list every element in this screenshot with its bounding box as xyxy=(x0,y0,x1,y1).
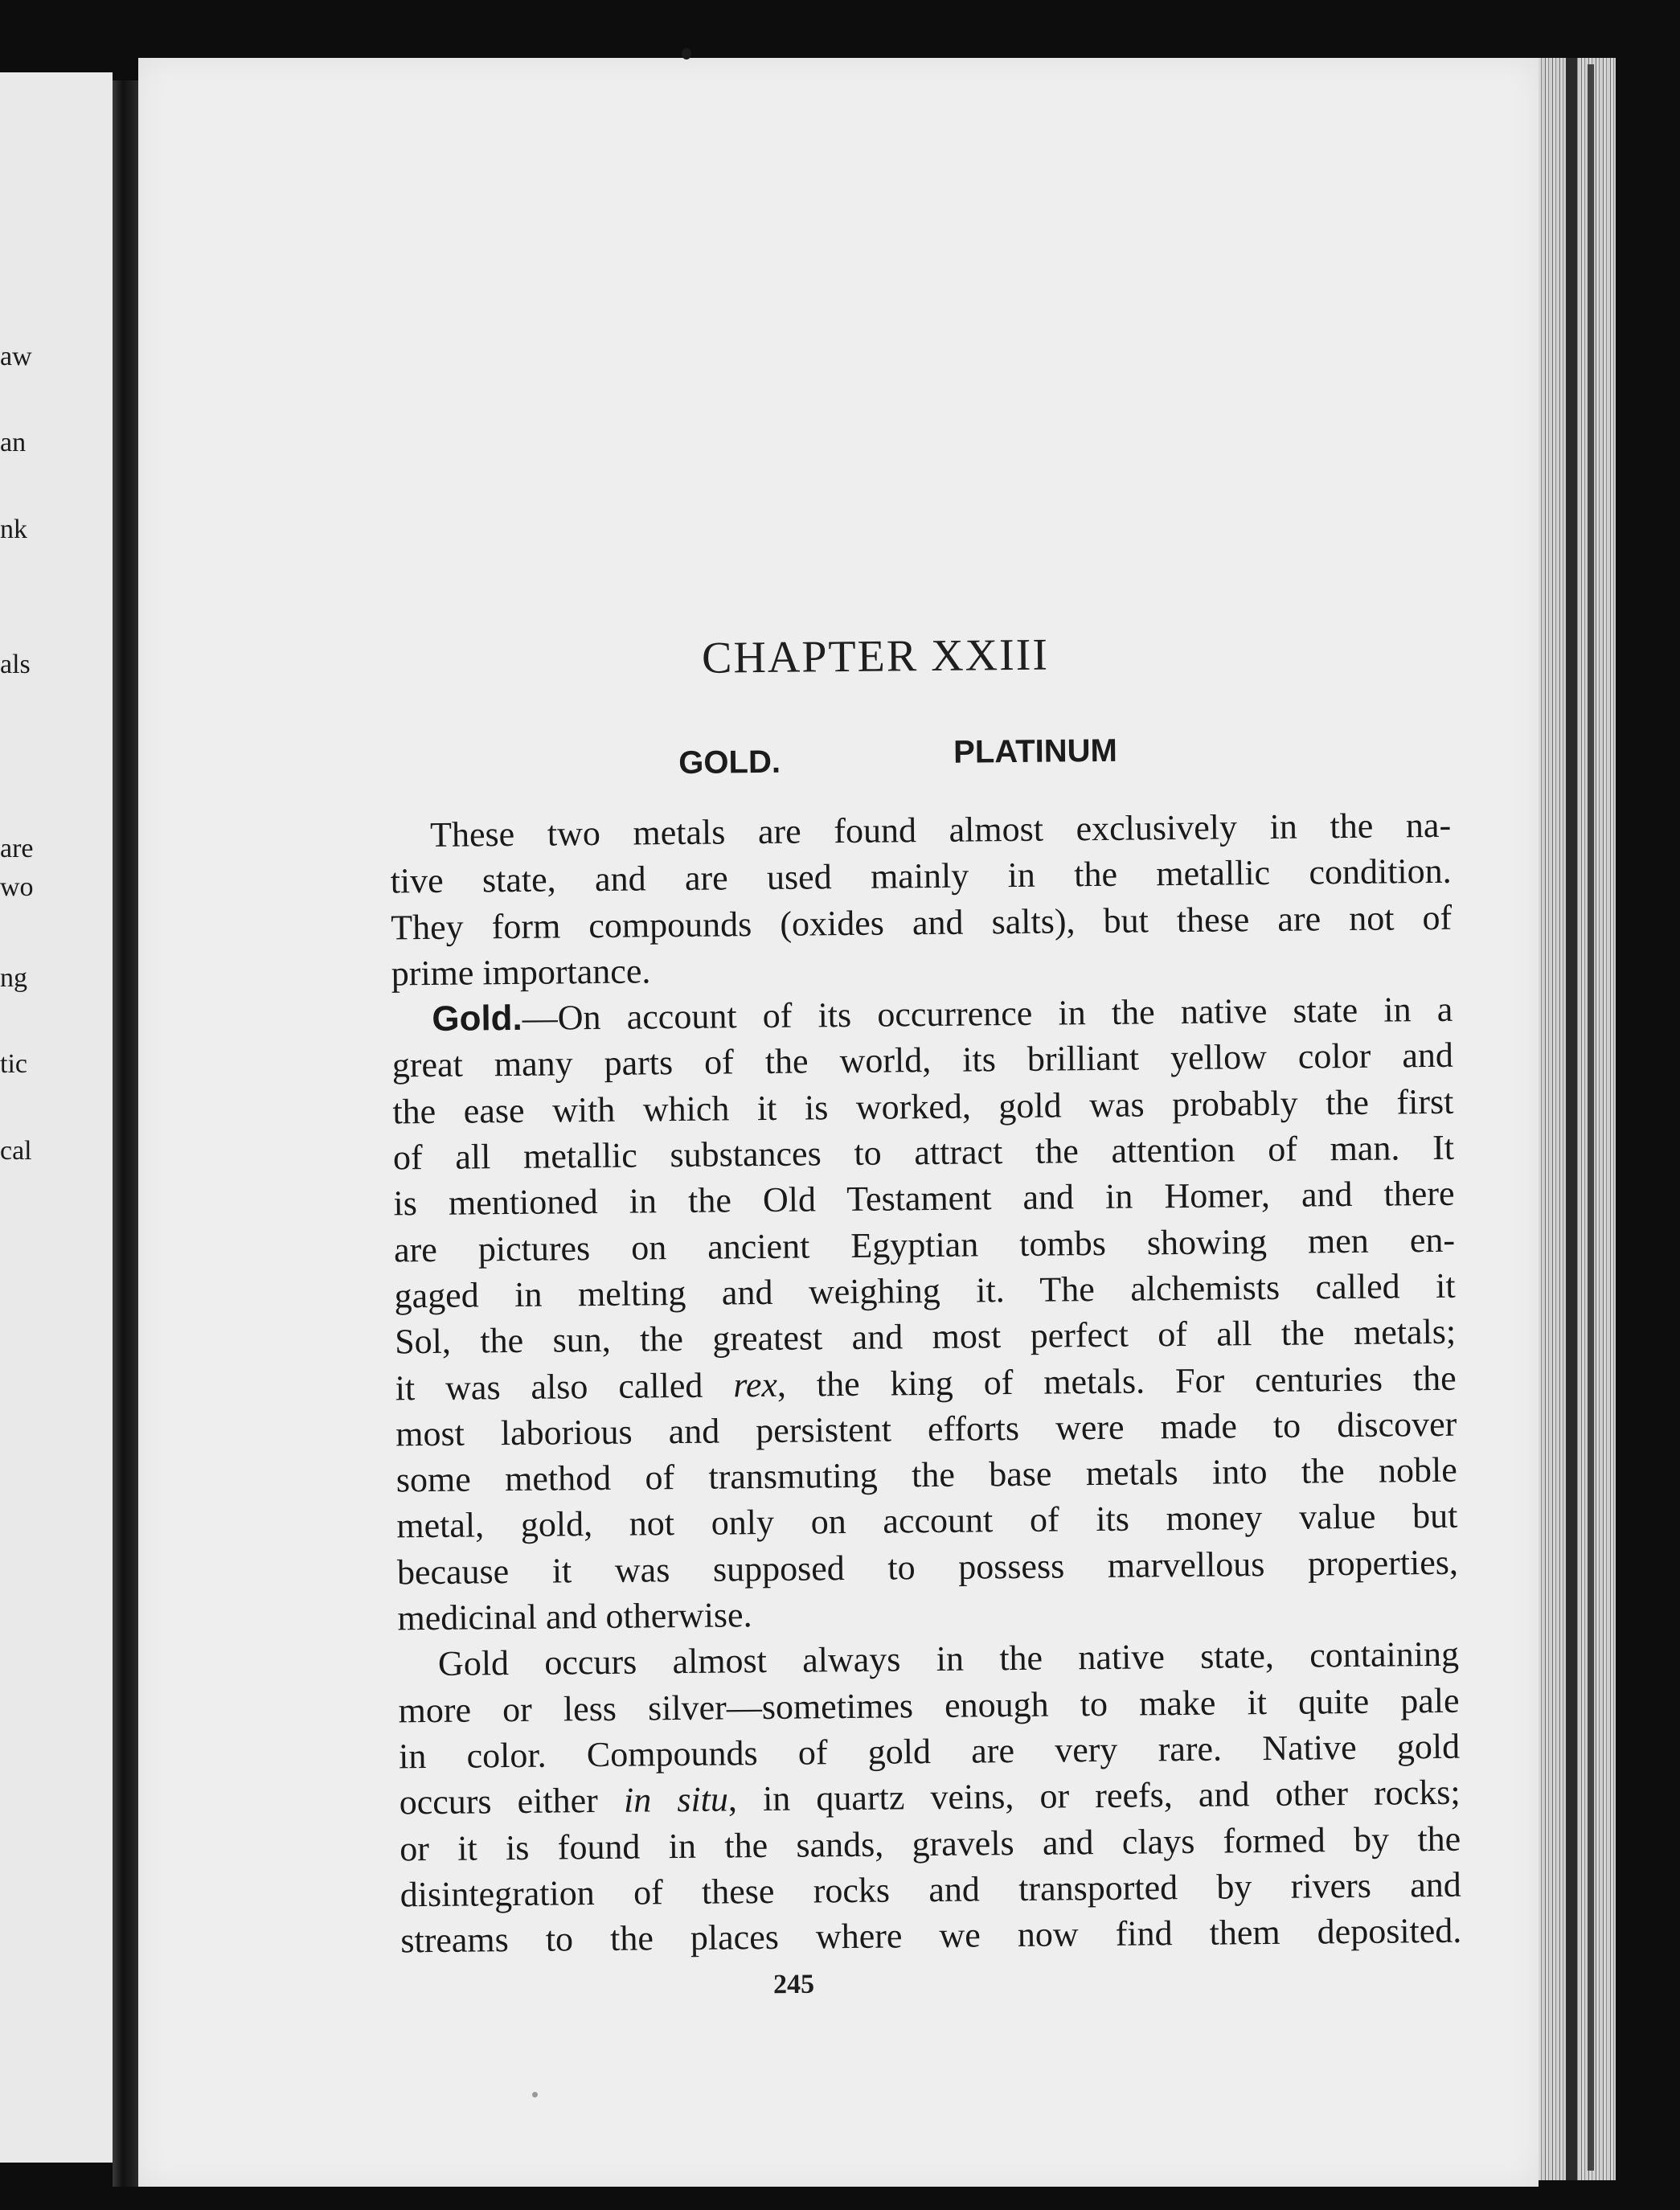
text-line: Gold occurs almost always in the native state, containing xyxy=(437,1634,1460,1684)
facing-page-fragment: an xyxy=(0,428,27,457)
text-line: some method of transmuting the base metals into the noble xyxy=(395,1449,1458,1500)
text-line: They form compounds (oxides and salts), but these are not of xyxy=(391,897,1453,948)
run-in-heading-gold: Gold. xyxy=(432,998,523,1039)
text-line: metal, gold, not only on account of its money value but xyxy=(396,1496,1458,1546)
text-line: prime importance. xyxy=(391,951,651,994)
scan-speck xyxy=(532,2092,538,2097)
page-stack-edges xyxy=(1539,58,1616,2180)
italic-term-rex: rex xyxy=(733,1364,778,1404)
text-line: because it was supposed to possess marvellous properties, xyxy=(396,1542,1459,1593)
facing-page-fragment: nk xyxy=(0,515,27,544)
italic-term-in-situ: in situ xyxy=(623,1779,729,1820)
text-fragment: it was also called xyxy=(395,1364,734,1408)
page-number: 245 xyxy=(772,1969,815,2000)
text-line: of all metallic substances to attract the attention of man. It xyxy=(392,1127,1455,1178)
page-text-block xyxy=(259,561,1462,1961)
section-subheadings xyxy=(260,730,1451,797)
text-line: disintegration of these rocks and transported by rivers and xyxy=(400,1864,1461,1915)
text-line: great many parts of the world, its brilliant yellow color and xyxy=(391,1035,1454,1085)
text-line: tive state, and are used mainly in the metallic condition. xyxy=(390,851,1452,901)
text-fragment: occurs either xyxy=(399,1780,625,1823)
text-line: in color. Compounds of gold are very rare. Native gold xyxy=(398,1726,1461,1777)
facing-page-fragment: aw xyxy=(0,342,32,371)
text-line: more or less silver—sometimes enough to make it quite pale xyxy=(398,1680,1460,1731)
page-stack-shadow xyxy=(1588,64,1594,2171)
text-line: medicinal and otherwise. xyxy=(397,1595,752,1638)
text-line: is mentioned in the Old Testament and in Homer, and there xyxy=(393,1174,1455,1224)
book-gutter xyxy=(113,80,138,2187)
facing-page-fragment: are xyxy=(0,834,34,863)
facing-page-fragment: wo xyxy=(0,872,34,902)
subheading-gold: GOLD. xyxy=(678,744,781,781)
text-line: most laborious and persistent efforts were made to discover xyxy=(395,1404,1457,1454)
text-line: are pictures on ancient Egyptian tombs showing men en- xyxy=(393,1220,1456,1270)
scan-speck xyxy=(682,48,691,59)
subheading-platinum: PLATINUM xyxy=(953,732,1118,770)
facing-page-edge xyxy=(0,72,113,2163)
text-line: or it is found in the sands, gravels and clays formed by the xyxy=(400,1818,1461,1868)
text-fragment: —On account of its occurrence in the native state in a xyxy=(522,989,1453,1039)
text-line: streams to the places where we now find them deposited. xyxy=(400,1910,1462,1961)
body-text xyxy=(261,802,1462,1966)
text-line: gaged in melting and weighing it. The alchemists called it xyxy=(394,1265,1456,1316)
facing-page-fragment: tic xyxy=(0,1049,27,1079)
page-stack-shadow xyxy=(1566,58,1577,2180)
text-fragment: , the king of metals. For centuries the xyxy=(776,1358,1457,1404)
chapter-heading: CHAPTER XXIII xyxy=(701,629,1050,683)
text-fragment: , in quartz veins, or reefs, and other rocks; xyxy=(727,1772,1461,1819)
text-line: These two metals are found almost exclusively in the na- xyxy=(429,805,1452,855)
facing-page-fragment: cal xyxy=(0,1136,32,1166)
facing-page-fragment: ng xyxy=(0,963,27,993)
facing-page-fragment: als xyxy=(0,650,31,679)
text-line: the ease with which it is worked, gold was probably the first xyxy=(392,1081,1454,1132)
book-page xyxy=(138,58,1539,2187)
text-line: Sol, the sun, the greatest and most perfect of all the metals; xyxy=(394,1312,1457,1362)
